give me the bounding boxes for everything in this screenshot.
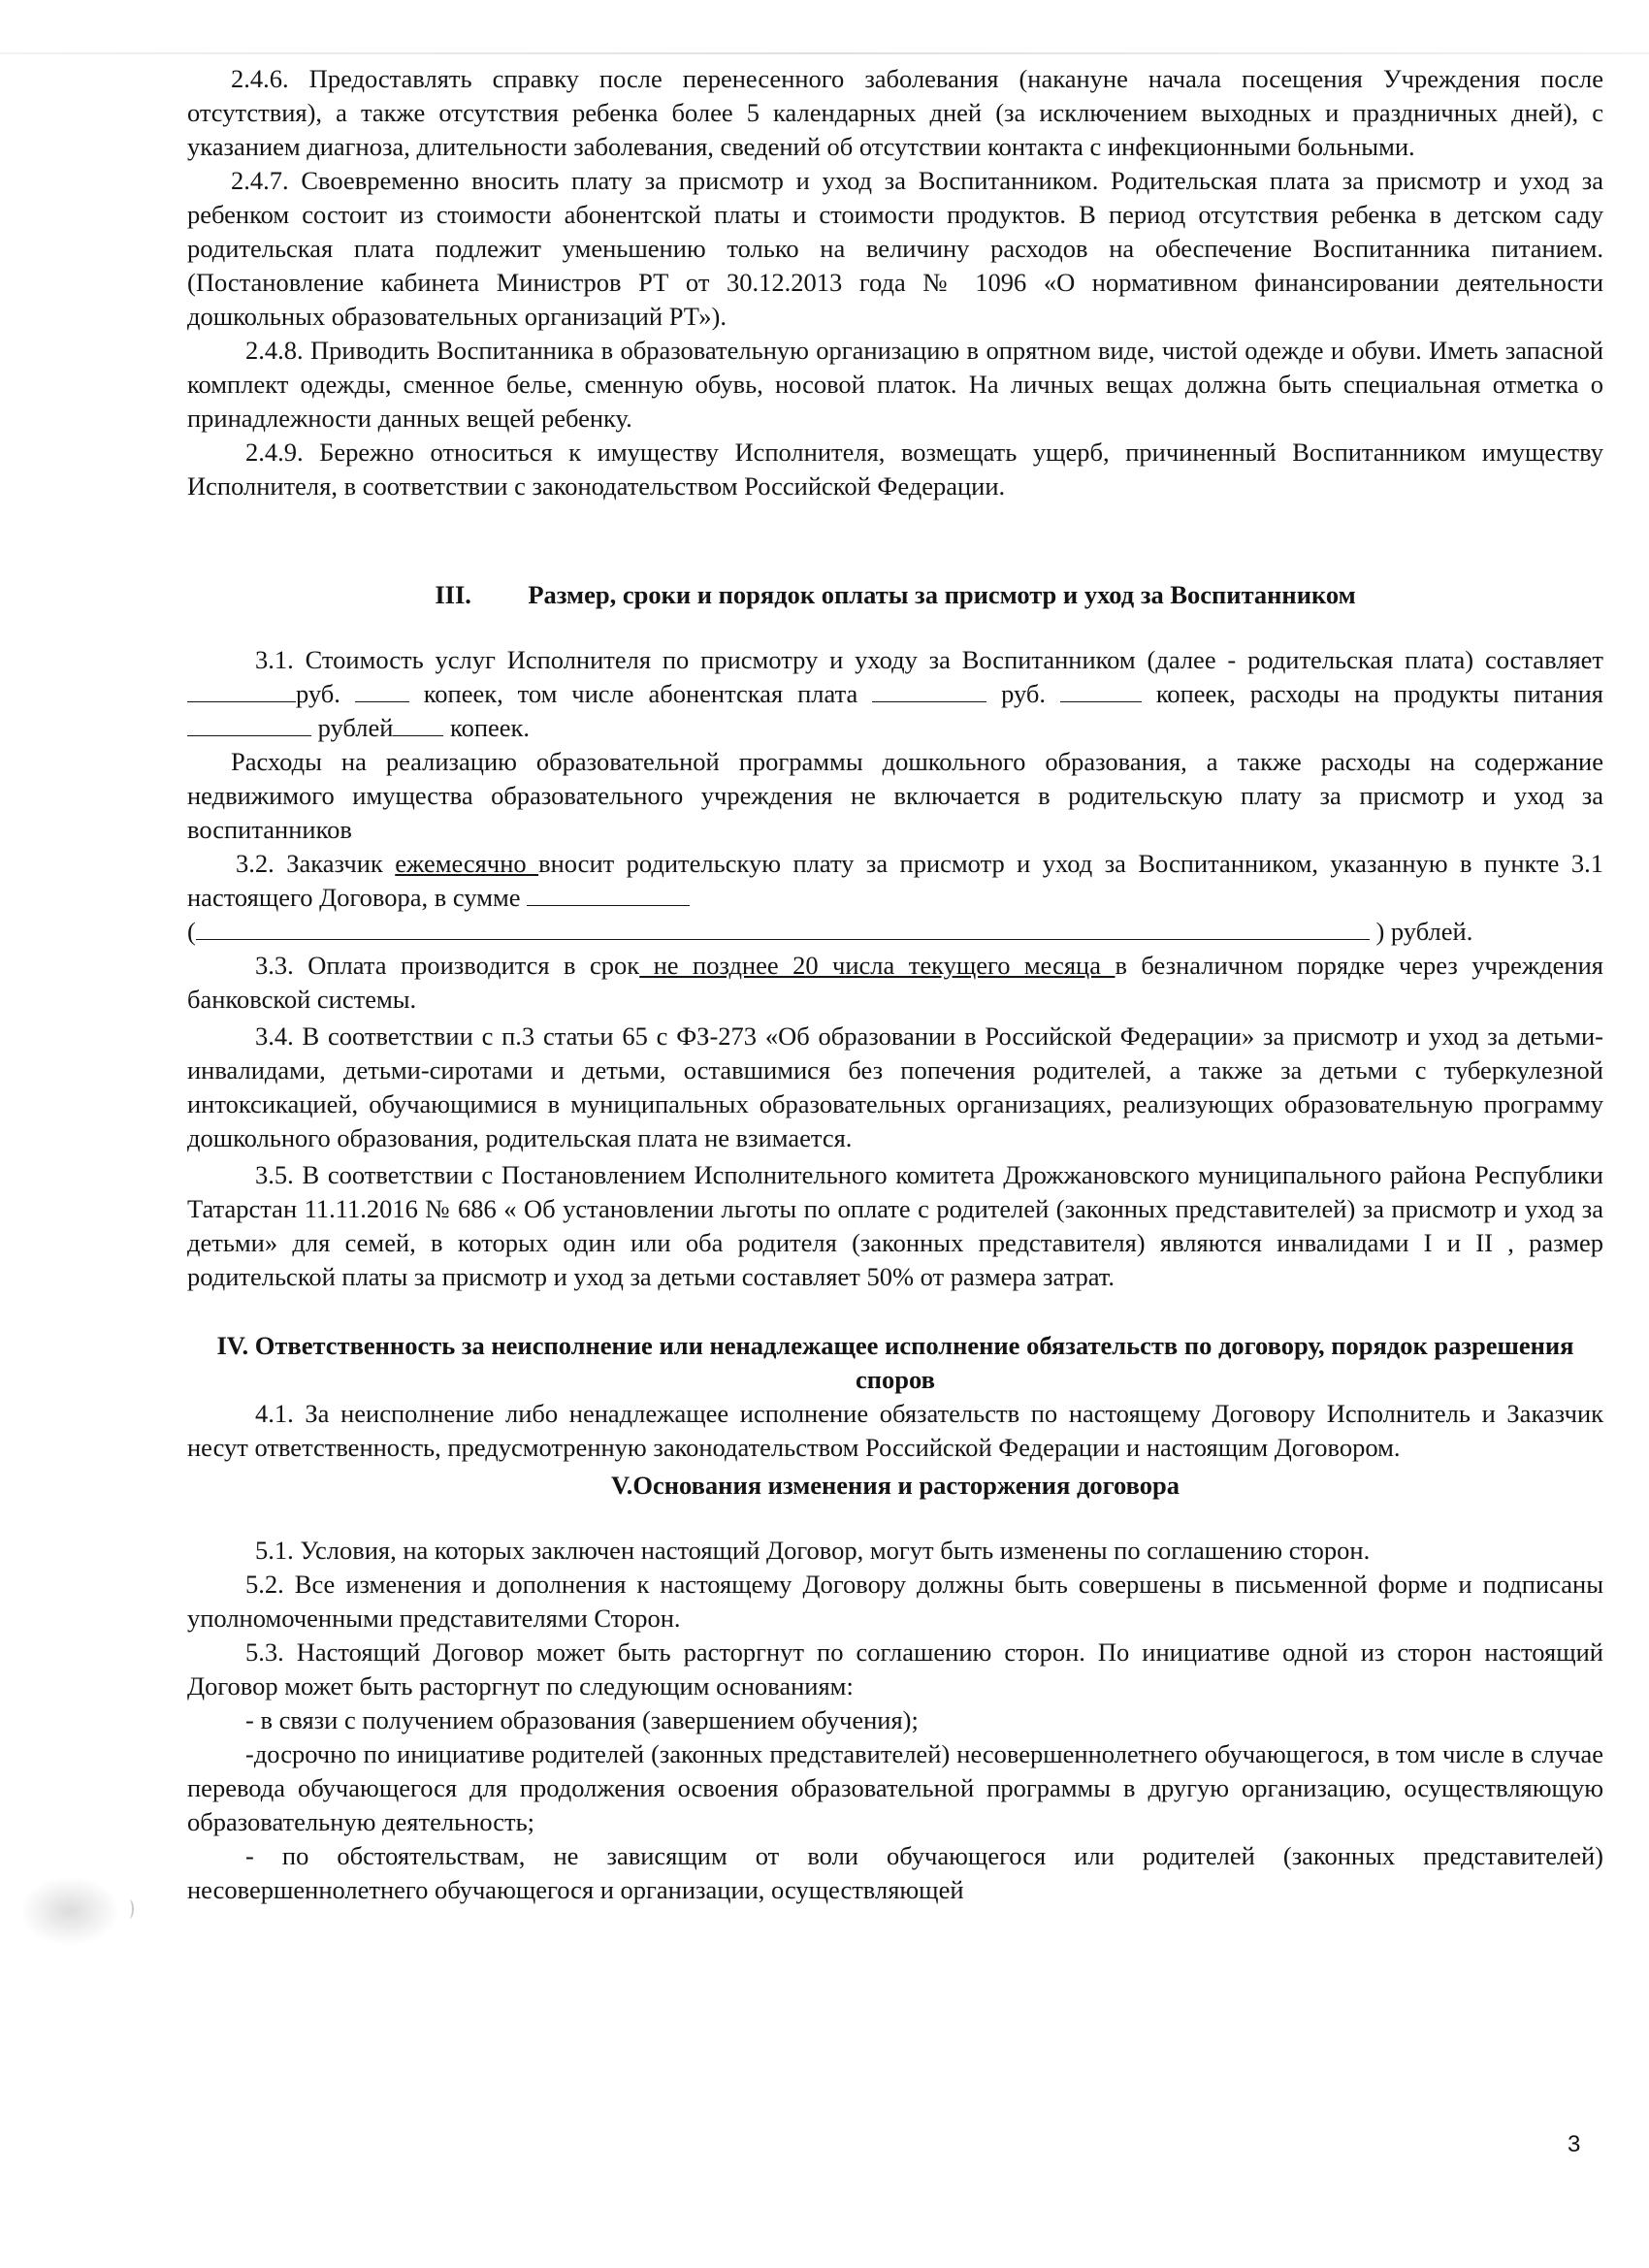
clause-3-3-text-b: в безналичном порядке через учреждения банковской системы.	[187, 951, 1603, 1014]
termination-ground-3: - по обстоятельствам, не зависящим от воли обучающегося или родителей (законных представителей) несовершеннолетнего обучающегося и организации, осуществляющей	[187, 1841, 1603, 1904]
clause-3-2	[187, 847, 1603, 949]
clause-3-1-expenses: Расходы на реализацию образовательной программы дошкольного образования, а также расходы на содержание недвижимого имущества образовательного учреждения не включается в родительскую плату за присмотр и уход за воспитанников	[187, 747, 1603, 844]
clause-5-1: 5.1. Условия, на которых заключен настоящий Договор, могут быть изменены по соглашению сторон.	[255, 1536, 1371, 1565]
subscription-kop-blank[interactable]	[1060, 680, 1142, 702]
clause-3-1-text-d: руб.	[986, 679, 1060, 708]
clause-3-2-close: ) рублей.	[1369, 917, 1473, 946]
food-kop-blank[interactable]	[393, 714, 443, 736]
clause-3-1-text-c: копеек, том числе абонентская плата	[408, 679, 873, 708]
clause-5-3: 5.3. Настоящий Договор может быть расторгнут по соглашению сторон. По инициативе одной из сторон настоящий Договор может быть расторгнут по следующим основаниям:	[187, 1637, 1603, 1701]
section-3-title: Размер, сроки и порядок оплаты за присмотр и уход за Воспитанником	[528, 580, 1356, 609]
clause-3-1-text-e: копеек, расходы на продукты питания	[1141, 679, 1603, 708]
total-kop-blank[interactable]	[355, 680, 409, 702]
clause-3-2-underlined: ежемесячно	[395, 849, 539, 878]
clause-3-4: 3.4. В соответствии с п.3 статьи 65 с ФЗ-273 «Об образовании в Российской Федерации» за присмотр и уход за детьми-инвалидами, детьми-сиротами и детьми, оставшимися без попечения родителей, а также за детьми с туберкулезной интоксикацией, обучающимися в муниципальных образовательных организациях, реализующих образовательную программу дошкольного образования, родительская плата не взимается.	[187, 1021, 1603, 1152]
clause-2-4-8: 2.4.8. Приводить Воспитанника в образовательную организацию в опрятном виде, чистой одежде и обуви. Иметь запасной комплект одежды, сменное белье, сменную обувь, носовой платок. На личных вещах должна быть специальная отметка о принадлежности данных вещей ребенку.	[187, 336, 1603, 433]
payment-sum-words-blank[interactable]	[196, 918, 1370, 940]
clause-2-4-6: 2.4.6. Предоставлять справку после перенесенного заболевания (накануне начала посещения Учреждения после отсутствия), а также отсутствия ребенка более 5 календарных дней (за исключением выходных и праздничных дней), с указанием диагноза, длительности заболевания, сведений об отсутствии контакта с инфекционными больными.	[187, 64, 1603, 161]
clause-3-2-open-paren: (	[187, 917, 196, 946]
total-rub-blank[interactable]	[187, 680, 296, 702]
section-3-heading	[187, 578, 1603, 612]
clause-5-2: 5.2. Все изменения и дополнения к настоящему Договору должны быть совершены в письменной форме и подписаны уполномоченными представителями Сторон.	[187, 1570, 1603, 1633]
scan-smudge	[21, 1877, 118, 1945]
termination-ground-2: -досрочно по инициативе родителей (законных представителей) несовершеннолетнего обучающегося, в том числе в случае перевода обучающегося для продолжения освоения образовательной программы в другую организацию, осуществляющую образовательную деятельность;	[187, 1739, 1603, 1836]
termination-ground-1: - в связи с получением образования (завершением обучения);	[245, 1705, 919, 1734]
clause-3-5: 3.5. В соответствии с Постановлением Исполнительного комитета Дрожжановского муниципального района Республики Татарстан 11.11.2016 № 686 « Об установлении льготы по оплате с родителей (законных представителей) за присмотр и уход за детьми» для семей, в которых один или оба родителя (законных представителя) являются инвалидами I и II , размер родительской платы за присмотр и уход за детьми составляет 50% от размера затрат.	[187, 1160, 1603, 1291]
clause-3-1-text-b: руб.	[296, 679, 355, 708]
page-number: 3	[1568, 2131, 1581, 2157]
section-3-number: III.	[435, 580, 471, 609]
section-4-heading: IV. Ответственность за неисполнение или ненадлежащее исполнение обязательств по договору, порядок разрешения споров	[216, 1331, 1574, 1394]
clause-3-2-text-b: вносит родительскую плату за присмотр и уход за Воспитанником, указанную в пункте 3.1 настоящего Договора, в сумме	[187, 849, 1603, 912]
section-5-heading: V.Основания изменения и расторжения договора	[611, 1471, 1180, 1500]
clause-3-3-text-a: 3.3. Оплата производится в срок	[255, 951, 640, 980]
payment-sum-blank[interactable]	[527, 884, 690, 906]
subscription-fee-blank[interactable]	[872, 680, 986, 702]
clause-3-1-text-a: 3.1. Стоимость услуг Исполнителя по присмотру и уходу за Воспитанником (далее - родительская плата) составляет	[255, 645, 1603, 674]
clause-3-1-text-g: копеек.	[443, 713, 531, 742]
scan-smudge-mark	[124, 1899, 134, 1919]
clause-2-4-7: 2.4.7. Своевременно вносить плату за присмотр и уход за Воспитанником. Родительская плата за присмотр и уход за ребенком состоит из стоимости абонентской платы и стоимости продуктов. В период отсутствия ребенка в детском саду родительская плата подлежит уменьшению только на величину расходов на обеспечение Воспитанника питанием. (Постановление кабинета Министров РТ от 30.12.2013 года № 1096 «О нормативном финансировании деятельности дошкольных образовательных организаций РТ»).	[187, 166, 1603, 331]
food-rub-blank[interactable]	[187, 714, 311, 736]
clause-3-1-text-f: рублей	[311, 713, 394, 742]
clause-4-1: 4.1. За неисполнение либо ненадлежащее исполнение обязательств по настоящему Договору Исполнитель и Заказчик несут ответственность, предусмотренную законодательством Российской Федерации и настоящим Договором.	[187, 1399, 1603, 1462]
scan-top-edge	[0, 52, 1649, 54]
clause-3-3-underlined: не позднее 20 числа текущего месяца	[639, 951, 1116, 980]
clause-3-3	[187, 949, 1603, 1017]
clause-3-1	[187, 643, 1603, 745]
clause-2-4-9: 2.4.9. Бережно относиться к имуществу Исполнителя, возмещать ущерб, причиненный Воспитанником имуществу Исполнителя, в соответствии с законодательством Российской Федерации.	[187, 437, 1603, 501]
document-page	[187, 62, 1603, 1907]
clause-3-2-text-a: 3.2. Заказчик	[236, 849, 396, 878]
